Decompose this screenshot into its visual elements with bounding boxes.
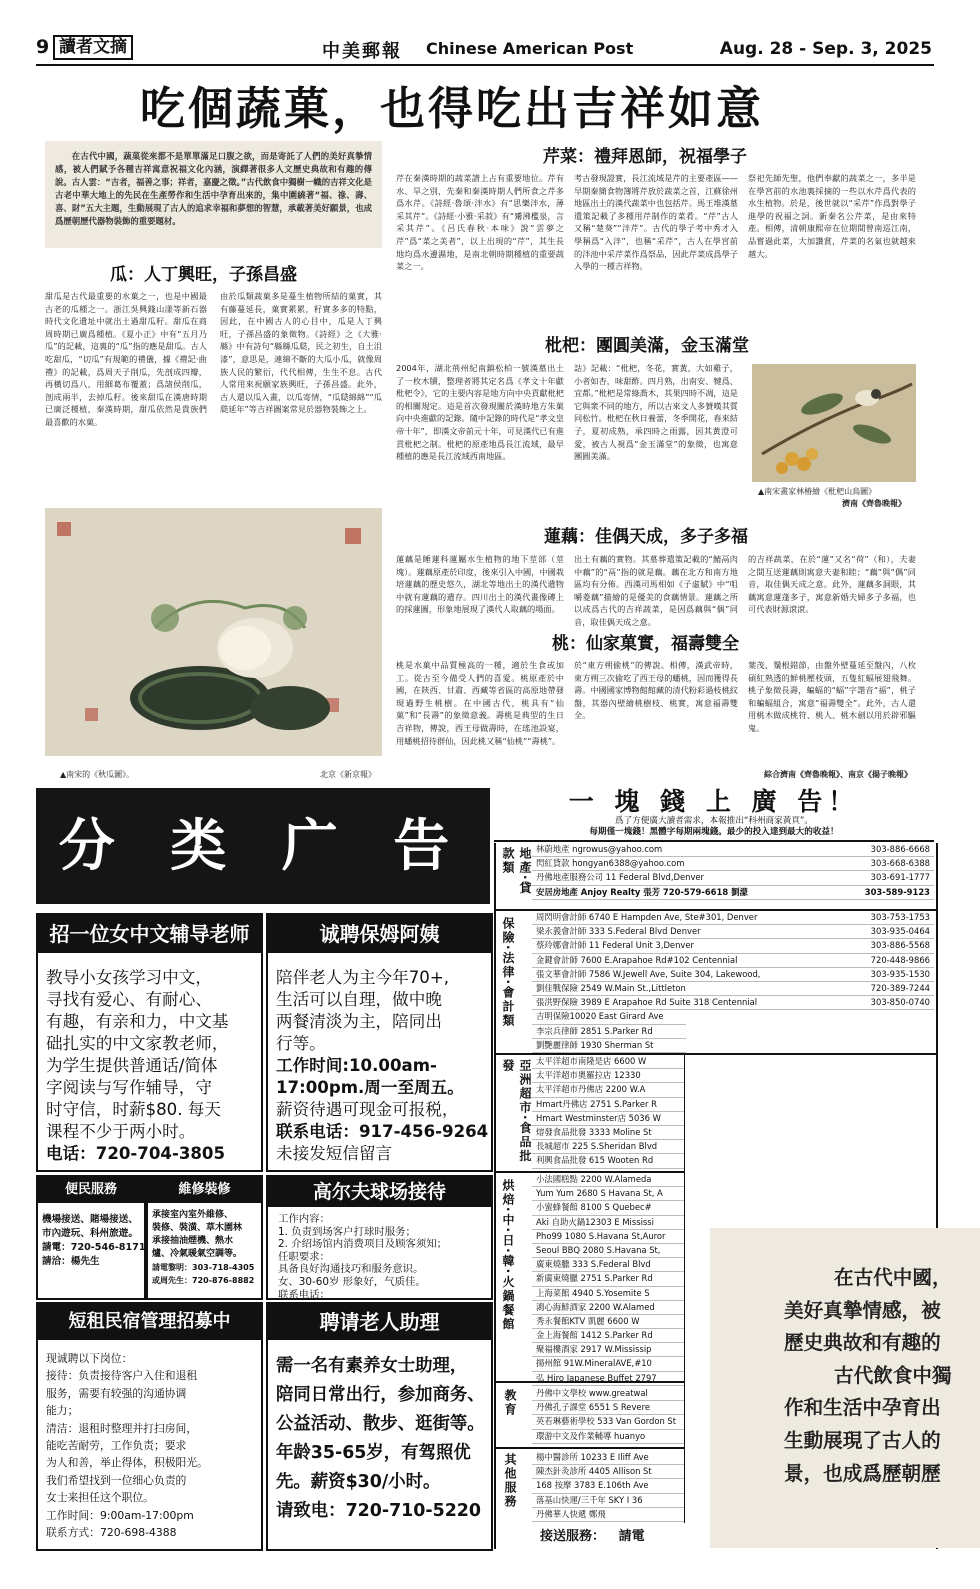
ad-line: 需一名有素养女士助理， — [276, 1356, 468, 1376]
dir-category-label: 地產·貸款類 — [501, 847, 532, 896]
loquat-caption: ▲南宋畫家林椿繪《枇杷山鳥圖》 — [758, 487, 877, 496]
loquat-col-2: 詁》記載：“枇杷，冬花，實黃，大如雞子，小者如杏，味甜酢。四月熟，出南安、犍爲、宜都。”枇杷是常綠喬木，其果四時不凋，這是它與衆不同的地方，所以古來文人多贊嘆其質同松竹。枇杷在秋日養蕾，冬季開花，春來結子，夏初成熟，承四時之雨露，因其黃澄可愛，被古人視爲“金玉滿堂”的象徵，也寓意團圓美滿。 — [574, 363, 738, 462]
dir-row: 丹佛地產服務公司 11 Federal Blvd,Denver 303-691-1777 — [532, 871, 934, 885]
ad-line: 任职要求： — [278, 1250, 330, 1263]
ad-phone: 请致电：720-710-5220 — [276, 1501, 482, 1521]
ad-line: 女士来担任这个职位。 — [46, 1491, 154, 1505]
dir-row: 太平洋超市丹佛店 2200 W.A — [532, 1083, 684, 1097]
dir-row: 聚福樓酒家 2917 W.Mississip — [532, 1343, 684, 1357]
intro-box — [45, 141, 382, 248]
lotus-col-3: 的吉祥蔬菜，在於“蓮”又名“荷”（和），夫妻之間互送蓮藕則寓意夫妻和睦；“藕”與“偶”同音，取佳偶天成之意。此外，蓮藕多洞眼，其藕寓意蓮蓬多子，寓意新婚夫婦多子多福，也可代表財源滾滾。 — [748, 554, 916, 615]
melon-col-2: 由於瓜類蔬菓多是蔓生植物所結的菓實，其有藤蔓延長，菓實累累，籽實多多的特點，因此，在中國古人的心目中，瓜是人丁興旺，子孫昌盛的象徵物。《詩經》之《大雅·緜》中有詩句“緜緜瓜瓞，民之初生，自土沮漆”，意思是，連綿不斷的大瓜小瓜，就像周族人民的繁衍，代代相傳，生生不息。古代人常用來祝願家族興旺，子孫昌盛。此外，古人還以瓜入畫，以瓜寄情，“瓜瓞綿綿”“瓜瓞延年”等吉祥圖案常見於器物裝飾之上。 — [220, 291, 382, 415]
dir-footer: 接送服務： 請電 — [540, 1529, 645, 1544]
dir-row: 梁永義會計師 333 S.Federal Blvd Denver 303-935-0464 — [532, 925, 934, 939]
classified-title: 分 类 广 告 — [58, 813, 468, 879]
ad-line: 行等。 — [276, 1034, 326, 1053]
ad-line: 2. 介绍场馆内消费项目及顾客须知； — [278, 1238, 448, 1251]
ad-line: 服务，需要有较强的沟通协调 — [46, 1386, 187, 1400]
ad-line: 承接室內室外維修、 — [152, 1210, 234, 1220]
melon-caption: ▲南宋的《秋瓜圖》。 — [60, 770, 135, 779]
ad-line: 寻找有爱心、有耐心、 — [46, 990, 212, 1009]
dir-row: 蔡玲娜會計師 11 Federal Unit 3,Denver 303-886-5568 — [532, 939, 934, 953]
dir-row: 安居房地產 Anjoy Realty 張芳 720-579-6618 劉濛 303-589-9123 — [532, 886, 934, 900]
dir-category-realestate — [496, 843, 936, 911]
peach-col-2: 於“東方朔偷桃”的傳說。相傳，漢武帝時，東方朔三次偷吃了西王母的蟠桃，因而獲得長壽。中國國家博物館館藏的清代粉彩過枝桃紋盤，其器內壁繪桃樹枝、桃實，寓意福壽雙全。 — [574, 660, 738, 721]
ad-title: 短租民宿管理招募中 — [38, 1304, 261, 1340]
snippet-line: 古代飲食中獨 — [834, 1363, 952, 1387]
dir-row: 金鍵會計師 7600 E.Arapahoe Rd#102 Centennial 720-448-9866 — [532, 954, 934, 968]
peach-col-1: 桃是水菓中品質極高的一種，適於生食或加工。從古至今備受人們的喜愛。桃原產於中國，在陝西、甘肅、西藏等省區的高原地帶發現過野生桃樹。在中國古代，桃具有“仙菓”和“長壽”的象徵意義。壽桃是典型的生日吉祥物，傳說，西王母做壽時，在瑤池設宴，用蟠桃招待群仙，因此桃又稱“仙桃”“壽桃”。 — [396, 660, 564, 746]
dir-row: 張文華會計師 7586 W.Jewell Ave, Suite 304, Lakewood, 303-935-1530 — [532, 968, 934, 982]
melon-title: 瓜：人丁興旺，子孫昌盛 — [110, 265, 297, 285]
ad-line: 清洁：退租时整理并打扫房间， — [46, 1421, 198, 1435]
dir-row: 廣東燒臘 333 S.Federal Blvd — [532, 1258, 684, 1272]
lotus-title: 蓮藕：佳偶天成，多子多福 — [544, 527, 748, 547]
dir-row: 林蔚地產 ngrowus@yahoo.com 303-886-6668 — [532, 843, 934, 857]
dir-row: Seoul BBQ 2080 S.Havana St, — [532, 1244, 684, 1258]
ad-line: 能吃苦耐劳，工作负责；要求 — [46, 1439, 187, 1453]
loquat-source: 濟南《齊魯晚報》 — [842, 499, 906, 508]
directory-header — [494, 788, 934, 842]
ad-line: 生活可以自理，做中晚 — [276, 990, 442, 1009]
dir-row: 小蜜蜂餐館 8100 S Quebec# — [532, 1201, 684, 1215]
lotus-col-2: 出土有藕的實物。其墓葬遣策記載的“鯖鬲肉中藕”的“鬲”指的就是藕。藕在北方和南方地區均有分佈。西漢司馬相如《子虛賦》中“咀嚼菱藕”描繪的是優美的食藕情景。蓮藕之所以成爲古代的吉祥蔬菜，是因爲藕與“偶”同音，取佳偶天成之意。 — [574, 554, 738, 627]
classified-banner — [36, 788, 490, 904]
ad-phone: 联系电话：917-456-9264 — [276, 1122, 489, 1141]
dir-row: 陳杰針灸診所 4405 Allison St — [532, 1465, 684, 1479]
ad-line: 陪同日常出行，参加商务、 — [276, 1385, 485, 1405]
ad-phone: 电话：720-704-3805 — [46, 1144, 226, 1163]
celery-col-3: 祭祀先師先聖，他們奉獻的蔬菜之一，多半是在學宮前的水池裏採摘的一些以水芹爲代表的水生植物。於是，後世就以“采芹”作爲對學子進學的祝福之詞。新秦名公芹菜，是由來特產。相傳，清朝康熙帝在位期間曾南巡江南，品嘗過此菜，大加讚賞，芹菜的名氣也就越來越大。 — [748, 173, 916, 259]
ad-line: 承接抽油煙機、熱水 — [152, 1236, 234, 1246]
ad-title: 維修裝修 — [148, 1177, 261, 1203]
ad-line: 字阅读与写作辅导，守 — [46, 1078, 212, 1097]
dir-row: 吉明保險10020 East Girard Ave — [532, 1010, 686, 1024]
ad-line: 工作时间：9:00am-17:00pm — [46, 1508, 194, 1522]
ad-line: 为人和善，举止得体，积极阳光。 — [46, 1456, 208, 1470]
dir-row: 太平洋超市南隆是店 6600 W — [532, 1055, 684, 1069]
dir-row: 楊中醫診所 10233 E Iliff Ave — [532, 1451, 684, 1465]
celery-title: 芹菜：禮拜恩師，祝福學子 — [543, 147, 747, 167]
ad-line: 請洽：楊先生 — [42, 1256, 100, 1267]
dir-category-restaurants — [496, 1173, 685, 1383]
dir-category-label: 保險·法律·會計類 — [501, 917, 515, 1029]
ad-line: 具备良好沟通技巧和服务意识。 — [278, 1263, 424, 1276]
ad-line: 两餐清淡为主，陪同出 — [276, 1012, 442, 1031]
dir-row: 太平洋超市奧羅拉店 12330 — [532, 1069, 684, 1083]
dir-row: 金上海餐館 1412 S.Parker Rd — [532, 1329, 684, 1343]
ad-title: 招一位女中文辅导老师 — [38, 915, 261, 953]
dir-row: 李宗兵律師 2851 S.Parker Rd — [532, 1025, 686, 1039]
ad-title: 高尔夫球场接待 — [268, 1177, 491, 1207]
dir-row: Yum Yum 2680 S Havana St, A — [532, 1187, 684, 1201]
ad-line: 17:00pm.周一至周五。 — [276, 1078, 464, 1097]
dir-category-education — [496, 1383, 685, 1449]
snippet-line: 在古代中國， — [834, 1266, 952, 1289]
ad-line: 础扎实的中文家教老师， — [46, 1034, 229, 1053]
dir-row: Hmart Westminster店 5036 W — [532, 1112, 684, 1126]
ad-title: 诚聘保姆阿姨 — [268, 915, 491, 953]
ad-line: 现诚聘以下岗位： — [46, 1352, 133, 1365]
issue-date: Aug. 28 - Sep. 3, 2025 — [719, 39, 932, 59]
dir-row: 英若琳藝術學校 533 Van Gordon St — [532, 1415, 684, 1429]
ad-line: 能力； — [46, 1404, 79, 1418]
ad-line: 有趣，有亲和力，中文基 — [46, 1012, 229, 1031]
snippet-line: 歷史典故和有趣的 — [784, 1331, 941, 1355]
page-number: 9 — [36, 36, 50, 58]
overflow-snippet — [710, 1228, 980, 1548]
dir-row: 落基山快運/三千年 SKY I 36 — [532, 1494, 684, 1508]
dir-row: 劉佳戰保險 2549 W.Main St.,Littleton 720-389-7244 — [532, 982, 934, 996]
ad-line: 我们希望找到一位细心负责的 — [46, 1473, 187, 1487]
directory-subtitle-2: 每期僅一塊錢！黑體字每期兩塊錢。最少的投入達到最大的收益！ — [589, 827, 839, 837]
paper-name-en: Chinese American Post — [426, 39, 634, 58]
ad-repair — [146, 1175, 263, 1300]
ad-line: 为学生提供普通话/简体 — [46, 1056, 218, 1075]
snippet-line: 景，也成爲歷朝歷 — [784, 1461, 941, 1485]
dir-category-insurance — [496, 911, 936, 1055]
ad-line: 时守信，时薪$80. 每天 — [46, 1100, 221, 1119]
ad-line: 1. 负责到场客户打球时服务； — [278, 1225, 416, 1238]
dir-category-label: 亞洲超市·食品批發 — [501, 1059, 532, 1164]
ad-line: 年龄35-65岁，有驾照优 — [276, 1443, 471, 1463]
ad-line: 女、30-60岁 形象好，气质佳。 — [278, 1275, 426, 1288]
ad-phone: 請電黎明：303-718-4305 — [152, 1263, 255, 1272]
peach-source: 綜合濟南《齊魯晚報》、南京《揚子晚報》 — [764, 770, 912, 779]
ad-line: 课程不少于两小时。 — [46, 1122, 196, 1141]
melon-painting — [45, 508, 382, 756]
dir-row: Hmart丹佛店 2751 S.Parker R — [532, 1098, 684, 1112]
ad-convenience-service — [36, 1175, 146, 1300]
ad-golf-reception — [266, 1175, 493, 1300]
dir-category-label: 教育 — [503, 1389, 517, 1417]
headline: 吃個蔬菓，也得吃出吉祥如意 — [140, 82, 765, 135]
ad-line: 裝修、裝潢、草木園林 — [152, 1223, 243, 1233]
dir-row: Pho99 1080 S.Havana St,Auror — [532, 1230, 684, 1244]
dir-row: 熔發食品批發 3333 Moline St — [532, 1126, 684, 1140]
ad-title: 便民服務 — [38, 1177, 144, 1203]
peach-col-3: 葉茂，鬚根錯節，由盤外壁蔓延至盤內，八枚碩紅熟透的鮮桃壓枝頭，五隻紅蝠展翅飛舞。桃子象徵長壽，蝙蝠的“蝠”字諧音“福”，桃子和蝙蝠組合，寓意“福壽雙全”。此外，古人還用桃木做成桃符、桃人、桃木劍以用於辟邪驅鬼。 — [748, 660, 916, 733]
dir-row: 丹佛華人快遞 鄭飛 — [532, 1508, 684, 1522]
dir-row: 環游中文及作業輔導 huanyo — [532, 1430, 684, 1444]
ad-line: 公益活动、散步、逛街等。 — [276, 1414, 485, 1434]
ad-line: 先。薪资$30/小时。 — [276, 1472, 441, 1492]
dir-row: 168 按摩 3783 E.106th Ave — [532, 1479, 684, 1493]
loquat-col-1: 2004年，湖北荊州紀南鎮松柏一號漢墓出土了一枚木牘，整理者將其定名爲《孝文十年獻枇杷令》，它的主要内容是地方向中央貢獻枇杷的相關規定。這是首次發現關於漢時地方朱菓向中央進獻的記錄。隨中記錄的時代是“孝文皇帝十年”，即漢文帝前元十年，可見漢代已有進貢枇杷之制。枇杷的原產地爲長江流域，最早種植的應是長江流域西南地區。 — [396, 363, 564, 462]
ad-homestay-manager — [36, 1302, 263, 1551]
directory-title: 一 塊 錢 上 廣 告！ — [568, 787, 860, 816]
dir-row: 閃紅貸款 hongyan6388@yahoo.com 303-668-6388 — [532, 857, 934, 871]
dir-category-label: 其他服務 — [503, 1453, 517, 1509]
dir-row: Aki 自助火鍋12303 E Mississi — [532, 1216, 684, 1230]
ad-line: 薪资待遇可现金可报税， — [276, 1100, 459, 1119]
loquat-title: 枇杷：團圓美滿，金玉滿堂 — [545, 336, 749, 356]
melon-source: 北京《新京報》 — [320, 770, 376, 779]
dir-row: 周閃明會計師 6740 E Hampden Ave, Ste#301, Denver 303-753-1753 — [532, 911, 934, 925]
loquat-painting — [752, 364, 916, 482]
snippet-line: 生動展現了古人的 — [784, 1428, 941, 1452]
dir-row: 弘 Hiro Japanese Buffet 2797 — [532, 1372, 684, 1386]
ad-line: 市內遊玩、科州旅遊。 — [42, 1228, 138, 1239]
directory-subtitle-1: 爲了方便廣大讀者需求，本報推出“科州商家黃頁”。 — [615, 816, 813, 826]
dir-row: 長城超市 225 S.Sheridan Blvd — [532, 1140, 684, 1154]
dir-category-other — [496, 1449, 685, 1523]
melon-col-1: 甜瓜是古代最重要的水菓之一，也是中國最古老的瓜種之一。浙江吳興錢山漾等新石器時代文化遺址中就出土過甜瓜籽。甜瓜在商周時期已廣爲種植。《夏小正》中有“五月乃瓜”的記載，這裏的“瓜”指的應是甜瓜。古人吃甜瓜，“切瓜”有規範的禮儀，據《禮記·曲禮》的記載，爲周天子削瓜，先剖成四瓣，再橫切爲八，用細葛布覆蓋；爲諸侯削瓜，剖成兩半，去掉瓜籽。後來甜瓜在漢唐時期已廣泛種植，秦漢時期，甜瓜依然是貴族們最喜歡的水菓。 — [45, 291, 207, 427]
ad-phone: 或周先生：720-876-8882 — [152, 1276, 255, 1285]
dir-row: 丹佛中文學校 www.greatwal — [532, 1387, 684, 1401]
dir-row: 秀永餐館KTV 凱麗 6600 W — [532, 1315, 684, 1329]
intro-text: 在古代中國，蔬菓從來都不是單單滿足口腹之欲，而是寄託了人們的美好真摯情感，被人們賦予各種吉祥寓意祝福文化內涵，演繹著很多人文歷史典故和有趣的傳說。古人雲：“吉者，福善之事；祥者，嘉慶之徵。”古代飲食中獨樹一幟的吉祥文化是古老中華大地上的先民在生產勞作和生活中孕育出來的，集中圍繞著“福、祿、壽、喜、財”五大主題，生動展現了古人的追求幸福和夢想的智慧，承載著美好願景，也成爲歷朝歷代器物裝飾的重要題材。 — [55, 151, 372, 226]
ad-line: 未接发短信留言 — [276, 1144, 393, 1163]
dir-row: 新廣東燒臘 2751 S.Parker Rd — [532, 1272, 684, 1286]
masthead — [36, 34, 934, 66]
dir-row: 小法國糕點 2200 W.Alameda — [532, 1173, 684, 1187]
section-label: 讀者文摘 — [53, 35, 133, 60]
dir-row: 張洪野保險 3989 E Arapahoe Rd Suite 318 Centennial 303-850-0740 — [532, 996, 934, 1010]
lotus-col-1: 蓮藕是睡蓮科蓮屬水生植物的地下莖部（莖塊）。蓮藕原產於印度，後來引入中國，中國栽培蓮藕的歷史悠久，湖北等地出土的漢代遺物中就有蓮藕的遺存。四川出土的漢代畫像磚上的採蓮圖，形象地展現了漢代人取藕的場面。 — [396, 554, 564, 615]
ad-line: 联系电话： — [278, 1288, 330, 1301]
ad-phone: 請電：720-546-8171 — [42, 1242, 146, 1253]
ad-senior-assistant — [266, 1302, 493, 1551]
ad-line: 陪伴老人为主今年70+, — [276, 968, 450, 987]
dir-row: 劉艷麗律師 1930 Sherman St — [532, 1039, 686, 1053]
ad-line: 教导小女孩学习中文， — [46, 968, 212, 987]
ad-line: 接待：负责接待客户入住和退租 — [46, 1369, 198, 1383]
snippet-line: 作和生活中孕育出 — [784, 1396, 941, 1420]
dir-category-supermarket — [496, 1055, 685, 1173]
celery-col-2: 考古發現證實，長江流域是芹的主要產區——早期秦簡食物簿將芹放於蔬菜之首，江蘇徐州地區出土的漢代蔬菜中也包括芹。馬王堆漢墓遣策記載了多種用芹制作的菜肴。“芹”古人又稱“楚葵”“泮芹”。古代的學子考中秀才入學稱爲“入泮”，也稱“采芹”，古人在學宮前的泮池中采芹菜作爲祭品，因此芹菜成爲學子入學的一種吉祥物。 — [574, 173, 738, 272]
dir-row: 丹佛孔子課堂 6551 S Revere — [532, 1401, 684, 1415]
ad-line: 機場接送、賭場接送、 — [42, 1214, 138, 1225]
ad-line: 工作时间:10.00am- — [276, 1056, 437, 1075]
dir-row: 揚州館 91W.MineralAVE,#10 — [532, 1357, 684, 1371]
peach-title: 桃：仙家菓實，福壽雙全 — [552, 634, 739, 654]
dir-category-label: 烘焙·中·日·韓·火鍋餐館 — [501, 1179, 515, 1332]
ad-title: 聘请老人助理 — [268, 1304, 491, 1340]
ad-nanny — [266, 913, 493, 1172]
ad-phone: 联系方式：720-698-4388 — [46, 1526, 177, 1540]
ad-line: 工作内容： — [278, 1213, 330, 1225]
snippet-line: 美好真摯情感，被 — [784, 1298, 941, 1322]
ad-chinese-tutor — [36, 913, 263, 1172]
ad-line: 爐、冷氣暖氣空調等。 — [152, 1249, 243, 1259]
dir-row: 鴻心海鮮酒家 2200 W.Alamed — [532, 1301, 684, 1315]
paper-name-cn: 中美郵報 — [322, 41, 402, 62]
dir-row: 利興食品批發 615 Wooten Rd — [532, 1154, 684, 1168]
celery-col-1: 芹在秦漢時期的蔬菜譜上占有重要地位。芹有水、旱之別，先秦和秦漢時期人們所食之芹多爲水芹。《詩經·魯頌·泮水》有“思樂泮水，薄采其芹”。《詩經·小雅·采菽》有“觱沸檻泉，言采其芹”。《呂氏春秋·本味》說“雲夢之芹”爲“菜之美者”，以上出現的“芹”，其生長地均爲水邊濕地，是南北朝時期種植的重要蔬菜之一。 — [396, 173, 564, 272]
dir-row: 上海菜館 4940 S.Yosemite S — [532, 1287, 684, 1301]
